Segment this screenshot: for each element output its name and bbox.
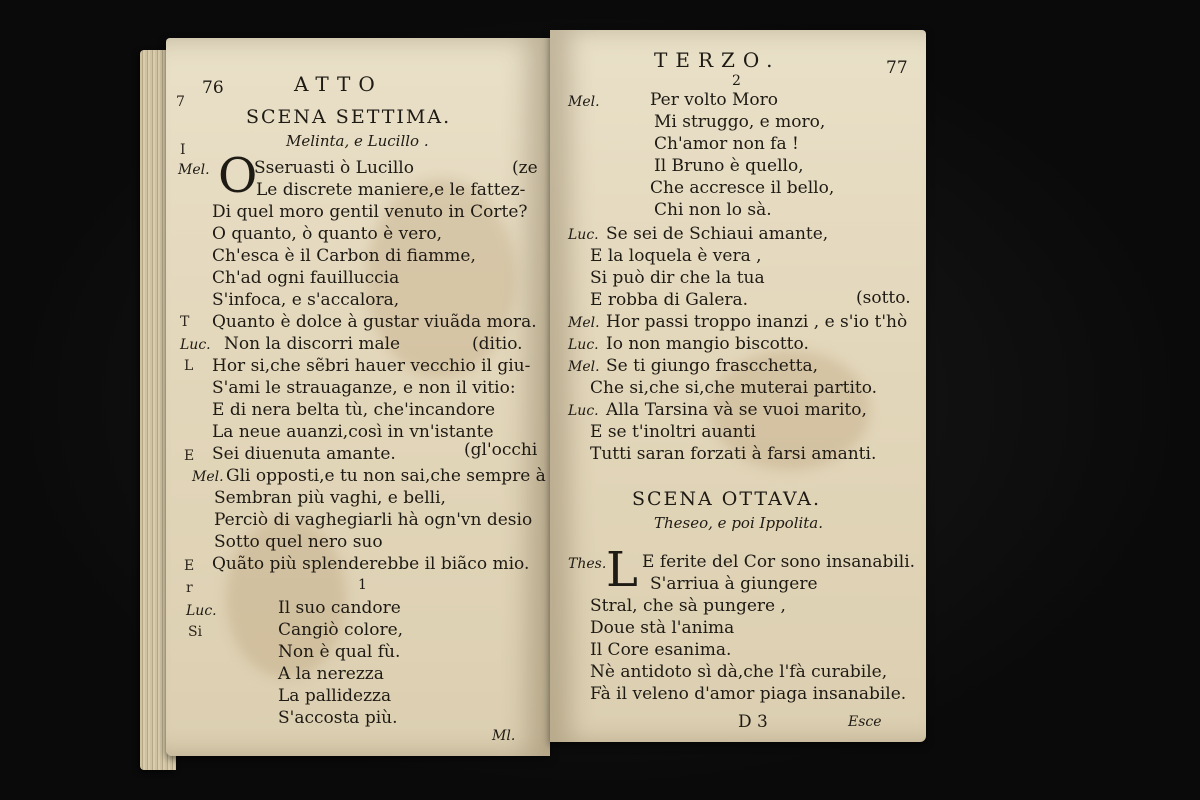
open-book xyxy=(136,28,936,758)
song-line: La pallidezza xyxy=(278,686,392,706)
verse-line: E ferite del Cor sono insanabili. xyxy=(642,552,916,572)
margin-mark: T xyxy=(180,314,190,330)
verse-line: Le discrete maniere,e le fattez- xyxy=(256,180,526,200)
verse-line: E di nera belta tù, che'incandore xyxy=(212,400,496,420)
verse-line: Non la discorri male xyxy=(224,334,401,354)
speaker-label: Mel. xyxy=(568,315,600,331)
margin-mark: 7 xyxy=(176,94,185,110)
verse-line: Di quel moro gentil venuto in Corte? xyxy=(212,202,528,222)
verse-line: Sei diuenuta amante. xyxy=(212,444,396,464)
verse-line: S'infoca, e s'accalora, xyxy=(212,290,400,310)
scene-characters: Melinta, e Lucillo . xyxy=(286,132,429,150)
drop-cap: O xyxy=(218,148,258,204)
verse-line: Tutti saran forzati à farsi amanti. xyxy=(590,444,877,464)
running-head: TERZO. xyxy=(654,48,781,72)
margin-mark: E xyxy=(184,558,195,574)
speaker-label: Mel. xyxy=(568,359,600,375)
verse-line: Nè antidoto sì dà,che l'fà curabile, xyxy=(590,662,888,682)
song-line: Che accresce il bello, xyxy=(650,178,835,198)
speaker-label: Luc. xyxy=(186,603,217,619)
turnover-word: (sotto. xyxy=(856,288,911,308)
verse-line: Sotto quel nero suo xyxy=(214,532,383,552)
margin-mark: I xyxy=(180,142,186,158)
verse-line: Che si,che si,che muterai partito. xyxy=(590,378,878,398)
left-page xyxy=(166,38,550,756)
song-line: Ch'amor non fa ! xyxy=(654,134,799,154)
margin-mark: L xyxy=(184,358,194,374)
song-line: Mi struggo, e moro, xyxy=(654,112,826,132)
speaker-label: Mel. xyxy=(568,94,600,110)
drop-cap: L xyxy=(606,542,638,598)
verse-line: E robba di Galera. xyxy=(590,290,749,310)
speaker-label: Thes. xyxy=(568,556,607,572)
verse-line: Hor si,che sẽbri hauer vecchio il giu- xyxy=(212,356,531,376)
speaker-label: Mel. xyxy=(192,469,224,485)
catchword: Esce xyxy=(848,714,882,730)
verse-line: Fà il veleno d'amor piaga insanabile. xyxy=(590,684,907,704)
turnover-word: (gl'occhi xyxy=(464,440,538,460)
speaker-label: Luc. xyxy=(180,337,211,353)
verse-line: Hor passi troppo inanzi , e s'io t'hò xyxy=(606,312,908,332)
song-line: Non è qual fù. xyxy=(278,642,401,662)
verse-line: Alla Tarsina và se vuoi marito, xyxy=(606,400,867,420)
song-line: Chi non lo sà. xyxy=(654,200,772,220)
right-page xyxy=(550,30,926,742)
verse-line: O quanto, ò quanto è vero, xyxy=(212,224,443,244)
verse-line: La neue auanzi,così in vn'istante xyxy=(212,422,494,442)
verse-line: Ch'esca è il Carbon di fiamme, xyxy=(212,246,476,266)
song-line: Il suo candore xyxy=(278,598,401,618)
speaker-label: Luc. xyxy=(568,227,599,243)
verse-line: S'ami le strauaganze, e non il vitio: xyxy=(212,378,516,398)
verse-line: Perciò di vaghegiarli hà ogn'vn desio xyxy=(214,510,533,530)
verse-line: Sseruasti ò Lucillo xyxy=(254,158,414,178)
speaker-label: Mel. xyxy=(178,162,210,178)
verse-line: E se t'inoltri auanti xyxy=(590,422,756,442)
speaker-label: Luc. xyxy=(568,403,599,419)
song-number: 1 xyxy=(358,577,367,593)
verse-line: Il Core esanima. xyxy=(590,640,732,660)
song-line: Il Bruno è quello, xyxy=(654,156,804,176)
turnover-word: (ditio. xyxy=(472,334,523,354)
signature-mark: D 3 xyxy=(738,712,768,732)
verse-line: Io non mangio biscotto. xyxy=(606,334,809,354)
margin-mark: E xyxy=(184,448,195,464)
song-line: A la nerezza xyxy=(278,664,384,684)
speaker-label: Luc. xyxy=(568,337,599,353)
scene-title: SCENA OTTAVA. xyxy=(632,488,822,510)
stanza-number: 2 xyxy=(732,73,741,89)
verse-line: Sembran più vaghi, e belli, xyxy=(214,488,446,508)
verse-line: Se sei de Schiaui amante, xyxy=(606,224,829,244)
running-head: ATTO xyxy=(294,72,383,96)
margin-mark: Si xyxy=(188,624,203,640)
page-number: 76 xyxy=(202,78,224,98)
verse-line: Stral, che sà pungere , xyxy=(590,596,786,616)
song-line: Per volto Moro xyxy=(650,90,779,110)
verse-line: Si può dir che la tua xyxy=(590,268,765,288)
verse-line: E la loquela è vera , xyxy=(590,246,762,266)
verse-line: Quãto più splenderebbe il biãco mio. xyxy=(212,554,530,574)
turnover-word: (ze xyxy=(512,158,538,178)
scene-title: SCENA SETTIMA. xyxy=(246,106,452,128)
margin-mark: r xyxy=(186,580,193,596)
verse-line: Quanto è dolce à gustar viuãda mora. xyxy=(212,312,537,332)
verse-line: Se ti giungo frascchetta, xyxy=(606,356,819,376)
verse-line: Doue stà l'anima xyxy=(590,618,735,638)
page-number: 77 xyxy=(886,58,908,78)
song-line: Cangiò colore, xyxy=(278,620,404,640)
song-line: S'accosta più. xyxy=(278,708,398,728)
verse-line: S'arriua à giungere xyxy=(650,574,818,594)
verse-line: Gli opposti,e tu non sai,che sempre à xyxy=(226,466,546,486)
catchword: Ml. xyxy=(492,728,516,744)
verse-line: Ch'ad ogni fauilluccia xyxy=(212,268,400,288)
scene-characters: Theseo, e poi Ippolita. xyxy=(654,514,824,532)
